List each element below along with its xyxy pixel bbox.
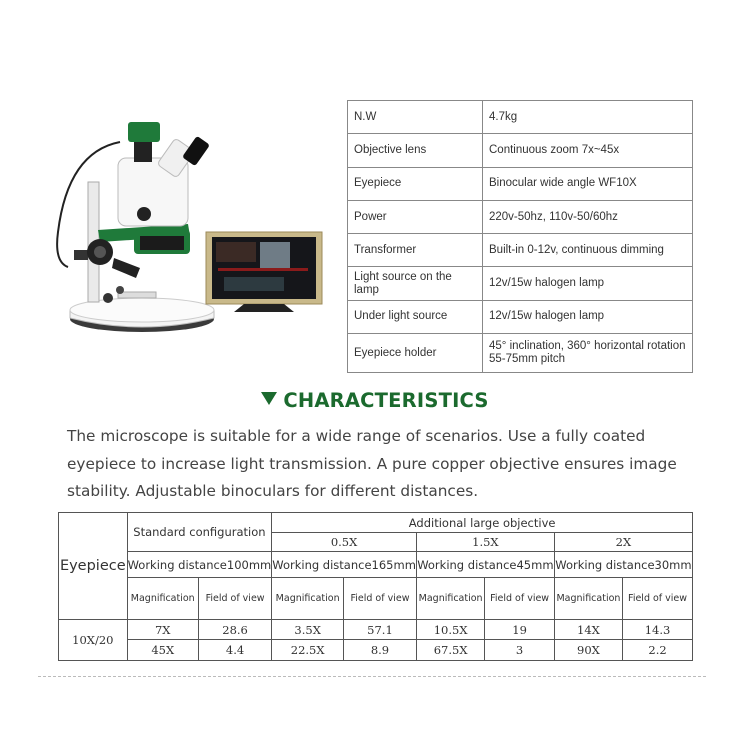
spec-label: Power [348, 200, 483, 233]
spec-label: Eyepiece holder [348, 334, 483, 373]
spec-row [348, 134, 693, 167]
optics-header-row [59, 513, 693, 533]
magnification-label: Magnification [554, 578, 622, 620]
magnification-label: Magnification [416, 578, 484, 620]
table-cell: 67.5X [416, 640, 484, 661]
working-distance: Working distance45mm [416, 552, 554, 578]
paragraph-line: The microscope is suitable for a wide range of scenarios. Use a fully coated [67, 427, 646, 445]
spec-row [348, 101, 693, 134]
spec-row [348, 300, 693, 333]
divider [38, 676, 706, 677]
additional-objective-header: Additional large objective [272, 513, 693, 533]
working-distance: Working distance100mm [127, 552, 272, 578]
spec-value-line: 55-75mm pitch [489, 353, 566, 366]
objective-value: 0.5X [272, 533, 417, 552]
working-distance: Working distance30mm [554, 552, 692, 578]
spec-label: Light source on the lamp [348, 267, 483, 300]
paragraph-line: eyepiece to increase light transmission. A pure copper objective ensures image [67, 454, 677, 473]
table-cell: 8.9 [344, 640, 417, 661]
field-label: Field of view [344, 578, 417, 620]
objective-value: 1.5X [416, 533, 554, 552]
spec-row [348, 334, 693, 373]
field-label: Field of view [623, 578, 693, 620]
spec-label: N.W [348, 101, 483, 134]
field-label: Field of view [198, 578, 271, 620]
table-cell: 57.1 [344, 620, 417, 640]
table-cell: 90X [554, 640, 622, 661]
spec-row [348, 167, 693, 200]
table-cell: 3.5X [272, 620, 344, 640]
magnification-label: Magnification [272, 578, 344, 620]
spec-value: 12v/15w halogen lamp [483, 300, 693, 333]
table-cell: 4.4 [198, 640, 271, 661]
spec-value: Built-in 0-12v, continuous dimming [483, 234, 693, 267]
column-label-row [59, 578, 693, 620]
spec-label: Under light source [348, 300, 483, 333]
spec-value: Continuous zoom 7x~45x [483, 134, 693, 167]
description-paragraph [67, 423, 707, 506]
table-cell: 3 [485, 640, 555, 661]
heading-text: CHARACTERISTICS [283, 389, 489, 412]
field-label: Field of view [485, 578, 555, 620]
table-cell: 28.6 [198, 620, 271, 640]
standard-config-header: Standard configuration [127, 513, 272, 552]
spec-value: 4.7kg [483, 101, 693, 134]
spec-value-line: 45° inclination, 360° horizontal rotation [489, 340, 686, 353]
working-distance: Working distance165mm [272, 552, 417, 578]
working-distance-row [59, 552, 693, 578]
eyepiece-header: Eyepiece [59, 513, 128, 620]
spec-row [348, 267, 693, 300]
spec-value [483, 334, 693, 373]
table-cell: 2.2 [623, 640, 693, 661]
table-cell: 45X [127, 640, 198, 661]
paragraph-line: stability. Adjustable binoculars for different distances. [67, 482, 479, 500]
table-row [59, 640, 693, 661]
table-cell: 7X [127, 620, 198, 640]
section-heading [0, 389, 750, 412]
spec-value: 12v/15w halogen lamp [483, 267, 693, 300]
triangle-down-icon [261, 392, 277, 405]
table-cell: 14X [554, 620, 622, 640]
spec-label: Transformer [348, 234, 483, 267]
spec-label: Objective lens [348, 134, 483, 167]
microscope-product-image [48, 112, 338, 344]
spec-value: Binocular wide angle WF10X [483, 167, 693, 200]
table-cell: 14.3 [623, 620, 693, 640]
spec-table [347, 100, 693, 373]
table-cell: 22.5X [272, 640, 344, 661]
spec-label: Eyepiece [348, 167, 483, 200]
optics-table [58, 512, 693, 661]
table-cell: 19 [485, 620, 555, 640]
eyepiece-value: 10X/20 [59, 620, 128, 661]
table-cell: 10.5X [416, 620, 484, 640]
objective-value: 2X [554, 533, 692, 552]
spec-row [348, 200, 693, 233]
spec-row [348, 234, 693, 267]
spec-value: 220v-50hz, 110v-50/60hz [483, 200, 693, 233]
magnification-label: Magnification [127, 578, 198, 620]
table-row [59, 620, 693, 640]
